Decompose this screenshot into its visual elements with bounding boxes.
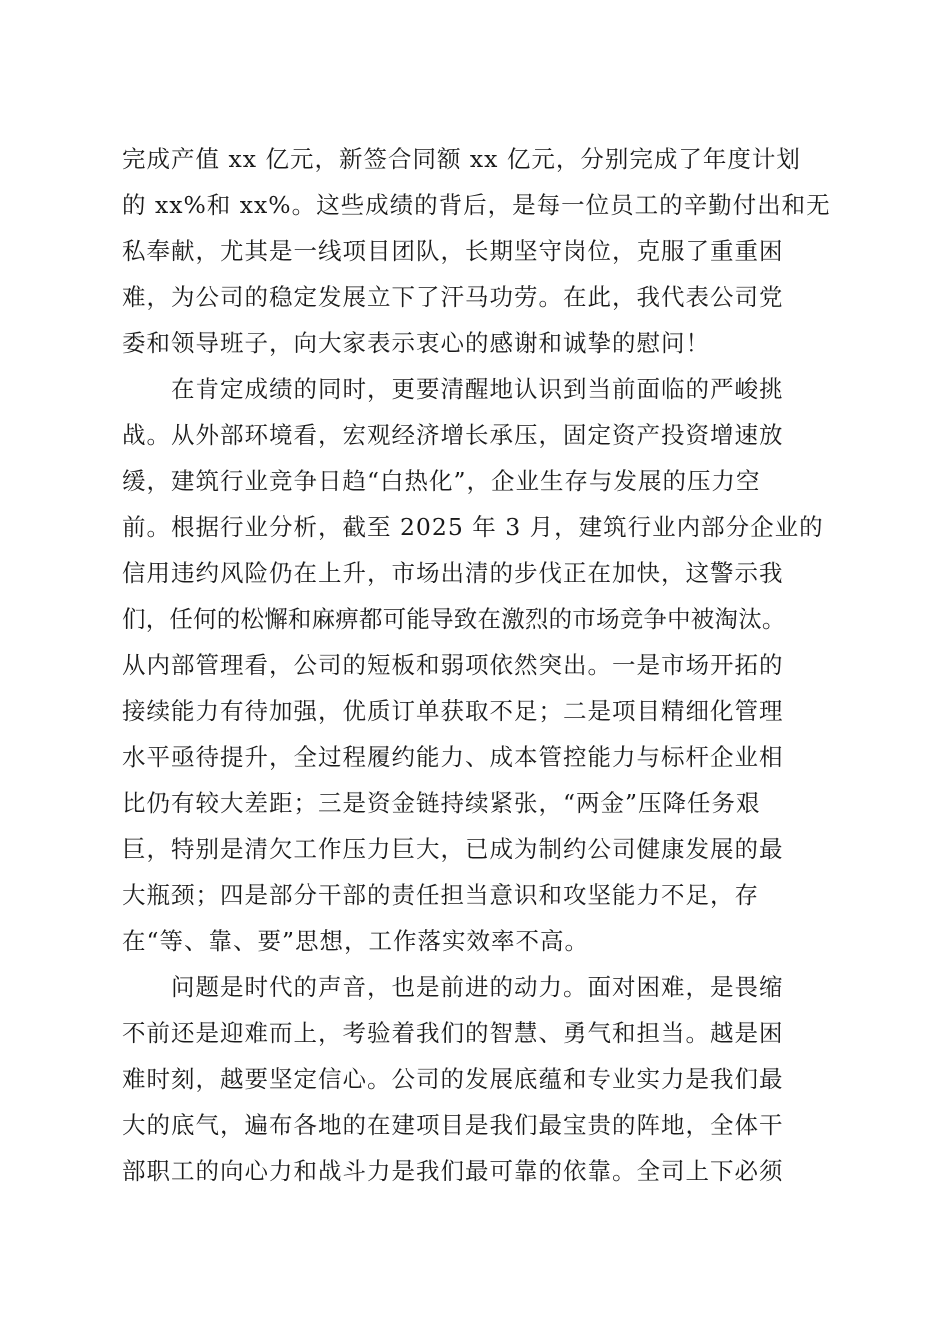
text-line: 的 xx%和 xx%。这些成绩的背后，是每一位员工的辛勤付出和无: [122, 191, 831, 219]
text-line: 大的底气，遍布各地的在建项目是我们最宝贵的阵地，全体干: [122, 1111, 784, 1139]
text-line: 前。根据行业分析，截至 2025 年 3 月，建筑行业内部分企业的: [122, 513, 824, 541]
text-line: 不前还是迎难而上，考验着我们的智慧、勇气和担当。越是困: [122, 1019, 784, 1047]
document-body: [122, 136, 842, 1194]
text-line: 在肯定成绩的同时，更要清醒地认识到当前面临的严峻挑: [122, 375, 784, 403]
paragraph-confidence: [122, 964, 842, 1194]
text-line: 接续能力有待加强，优质订单获取不足；二是项目精细化管理: [122, 697, 784, 725]
text-line: 水平亟待提升，全过程履约能力、成本管控能力与标杆企业相: [122, 743, 784, 771]
text-line: 缓，建筑行业竞争日趋“白热化”，企业生存与发展的压力空: [122, 467, 761, 495]
text-line: 难时刻，越要坚定信心。公司的发展底蕴和专业实力是我们最: [122, 1065, 784, 1093]
text-line: 私奉献，尤其是一线项目团队，长期坚守岗位，克服了重重困: [122, 237, 784, 265]
text-line: 信用违约风险仍在上升，市场出清的步伐正在加快，这警示我: [122, 559, 784, 587]
text-line: 巨，特别是清欠工作压力巨大，已成为制约公司健康发展的最: [122, 835, 784, 863]
text-line: 难，为公司的稳定发展立下了汗马功劳。在此，我代表公司党: [122, 283, 784, 311]
paragraph-challenges: [122, 366, 842, 964]
text-line: 大瓶颈；四是部分干部的责任担当意识和攻坚能力不足，存: [122, 881, 759, 909]
text-line: 完成产值 xx 亿元，新签合同额 xx 亿元，分别完成了年度计划: [122, 145, 801, 173]
text-line: 从内部管理看，公司的短板和弱项依然突出。一是市场开拓的: [122, 651, 784, 679]
text-line: 问题是时代的声音，也是前进的动力。面对困难，是畏缩: [122, 973, 784, 1001]
text-line: 比仍有较大差距；三是资金链持续紧张，“两金”压降任务艰: [122, 789, 761, 817]
text-line: 在“等、靠、要”思想，工作落实效率不高。: [122, 927, 590, 955]
text-line: 们，任何的松懈和麻痹都可能导致在激烈的市场竞争中被淘汰。: [122, 605, 786, 633]
text-line: 部职工的向心力和战斗力是我们最可靠的依靠。全司上下必须: [122, 1157, 784, 1185]
paragraph-achievements: [122, 136, 842, 366]
text-line: 战。从外部环境看，宏观经济增长承压，固定资产投资增速放: [122, 421, 784, 449]
text-line: 委和领导班子，向大家表示衷心的感谢和诚挚的慰问！: [122, 329, 710, 357]
